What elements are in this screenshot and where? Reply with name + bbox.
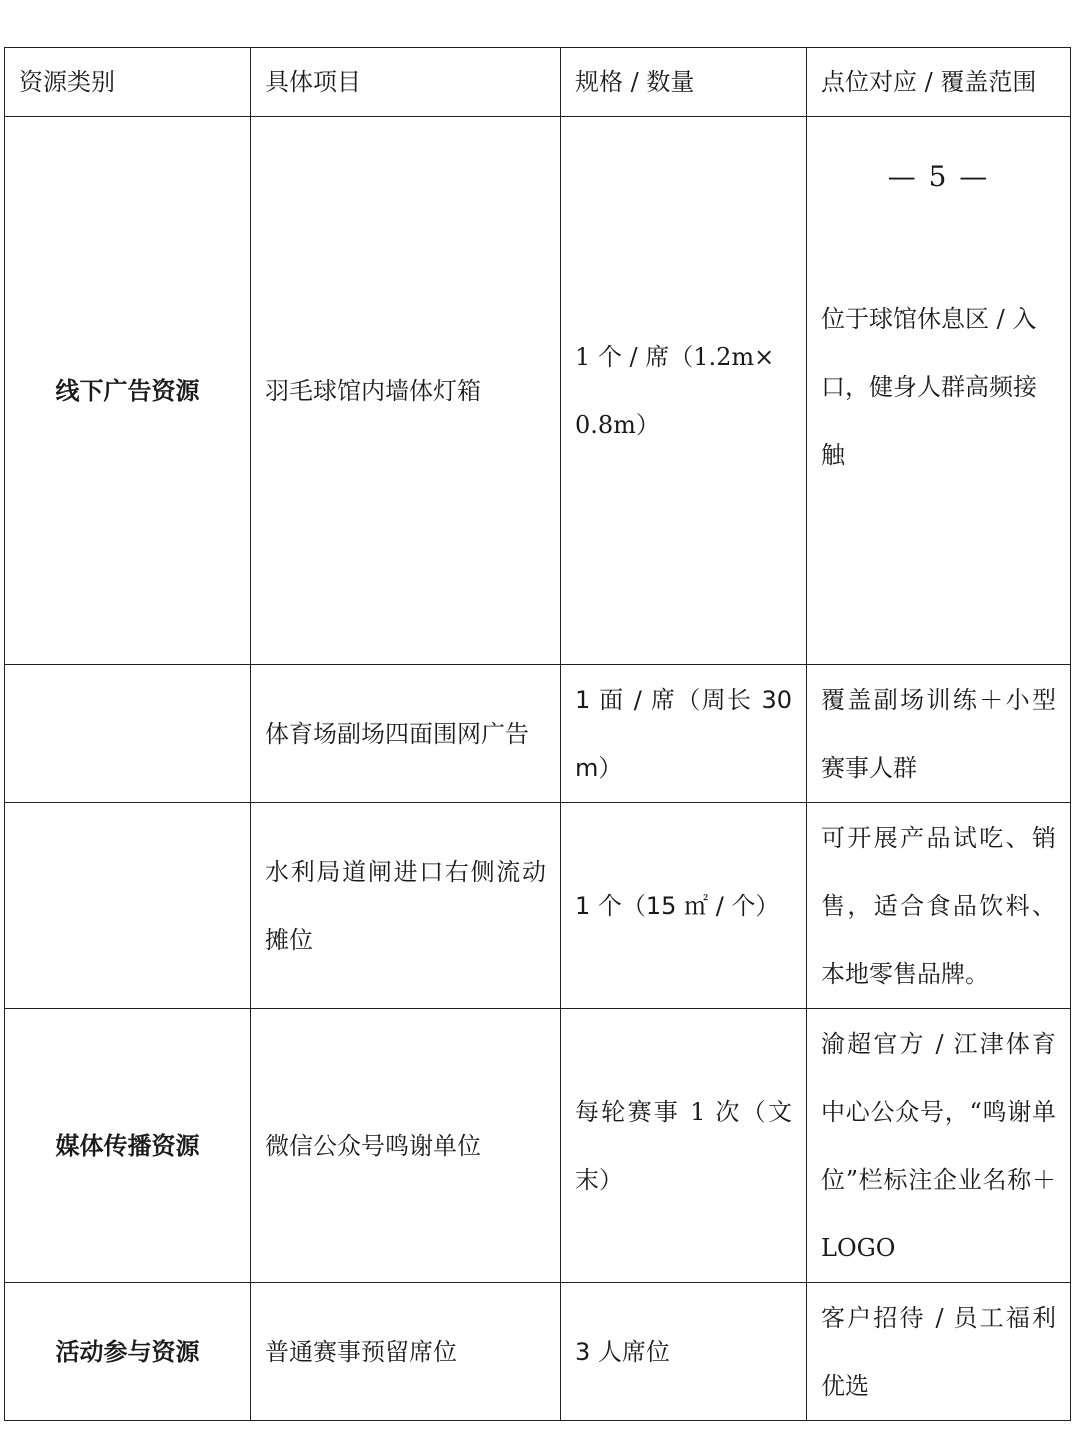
item-cell: 体育场副场四面围网广告 xyxy=(251,665,561,803)
item-cell: 羽毛球馆内墙体灯箱 xyxy=(251,117,561,665)
category-cell: 媒体传播资源 xyxy=(5,1009,251,1283)
table-row xyxy=(5,1009,1071,1283)
header-coverage: 点位对应 / 覆盖范围 xyxy=(807,48,1071,117)
item-cell: 水利局道闸进口右侧流动摊位 xyxy=(251,803,561,1009)
table-row xyxy=(5,117,1071,665)
spec-cell: 1 面 / 席（周长 30m） xyxy=(561,665,807,803)
category-cell: 线下广告资源 xyxy=(5,117,251,665)
item-cell: 微信公众号鸣谢单位 xyxy=(251,1009,561,1283)
coverage-text: 位于球馆休息区 / 入口，健身人群高频接触 xyxy=(821,305,1037,469)
spec-cell: 每轮赛事 1 次（文末） xyxy=(561,1009,807,1283)
coverage-cell: 渝超官方 / 江津体育中心公众号，“鸣谢单位”栏标注企业名称＋LOGO xyxy=(807,1009,1071,1283)
coverage-cell: 可开展产品试吃、销售，适合食品饮料、本地零售品牌。 xyxy=(807,803,1071,1009)
page-number: — 5 — xyxy=(887,160,990,193)
header-item: 具体项目 xyxy=(251,48,561,117)
item-cell: 普通赛事预留席位 xyxy=(251,1283,561,1421)
spec-cell: 1 个（15 ㎡ / 个） xyxy=(561,803,807,1009)
table-row xyxy=(5,803,1071,1009)
table-header-row xyxy=(5,48,1071,117)
category-cell xyxy=(5,665,251,803)
spec-cell: 3 人席位 xyxy=(561,1283,807,1421)
resource-table xyxy=(4,47,1071,1421)
table-row xyxy=(5,665,1071,803)
category-cell xyxy=(5,803,251,1009)
coverage-cell-with-page-number xyxy=(807,117,1071,665)
category-cell: 活动参与资源 xyxy=(5,1283,251,1421)
coverage-cell: 客户招待 / 员工福利优选 xyxy=(807,1283,1071,1421)
header-category: 资源类别 xyxy=(5,48,251,117)
header-spec: 规格 / 数量 xyxy=(561,48,807,117)
coverage-cell: 覆盖副场训练＋小型赛事人群 xyxy=(807,665,1071,803)
table-row xyxy=(5,1283,1071,1421)
spec-cell: 1 个 / 席（1.2m×0.8m） xyxy=(561,117,807,665)
